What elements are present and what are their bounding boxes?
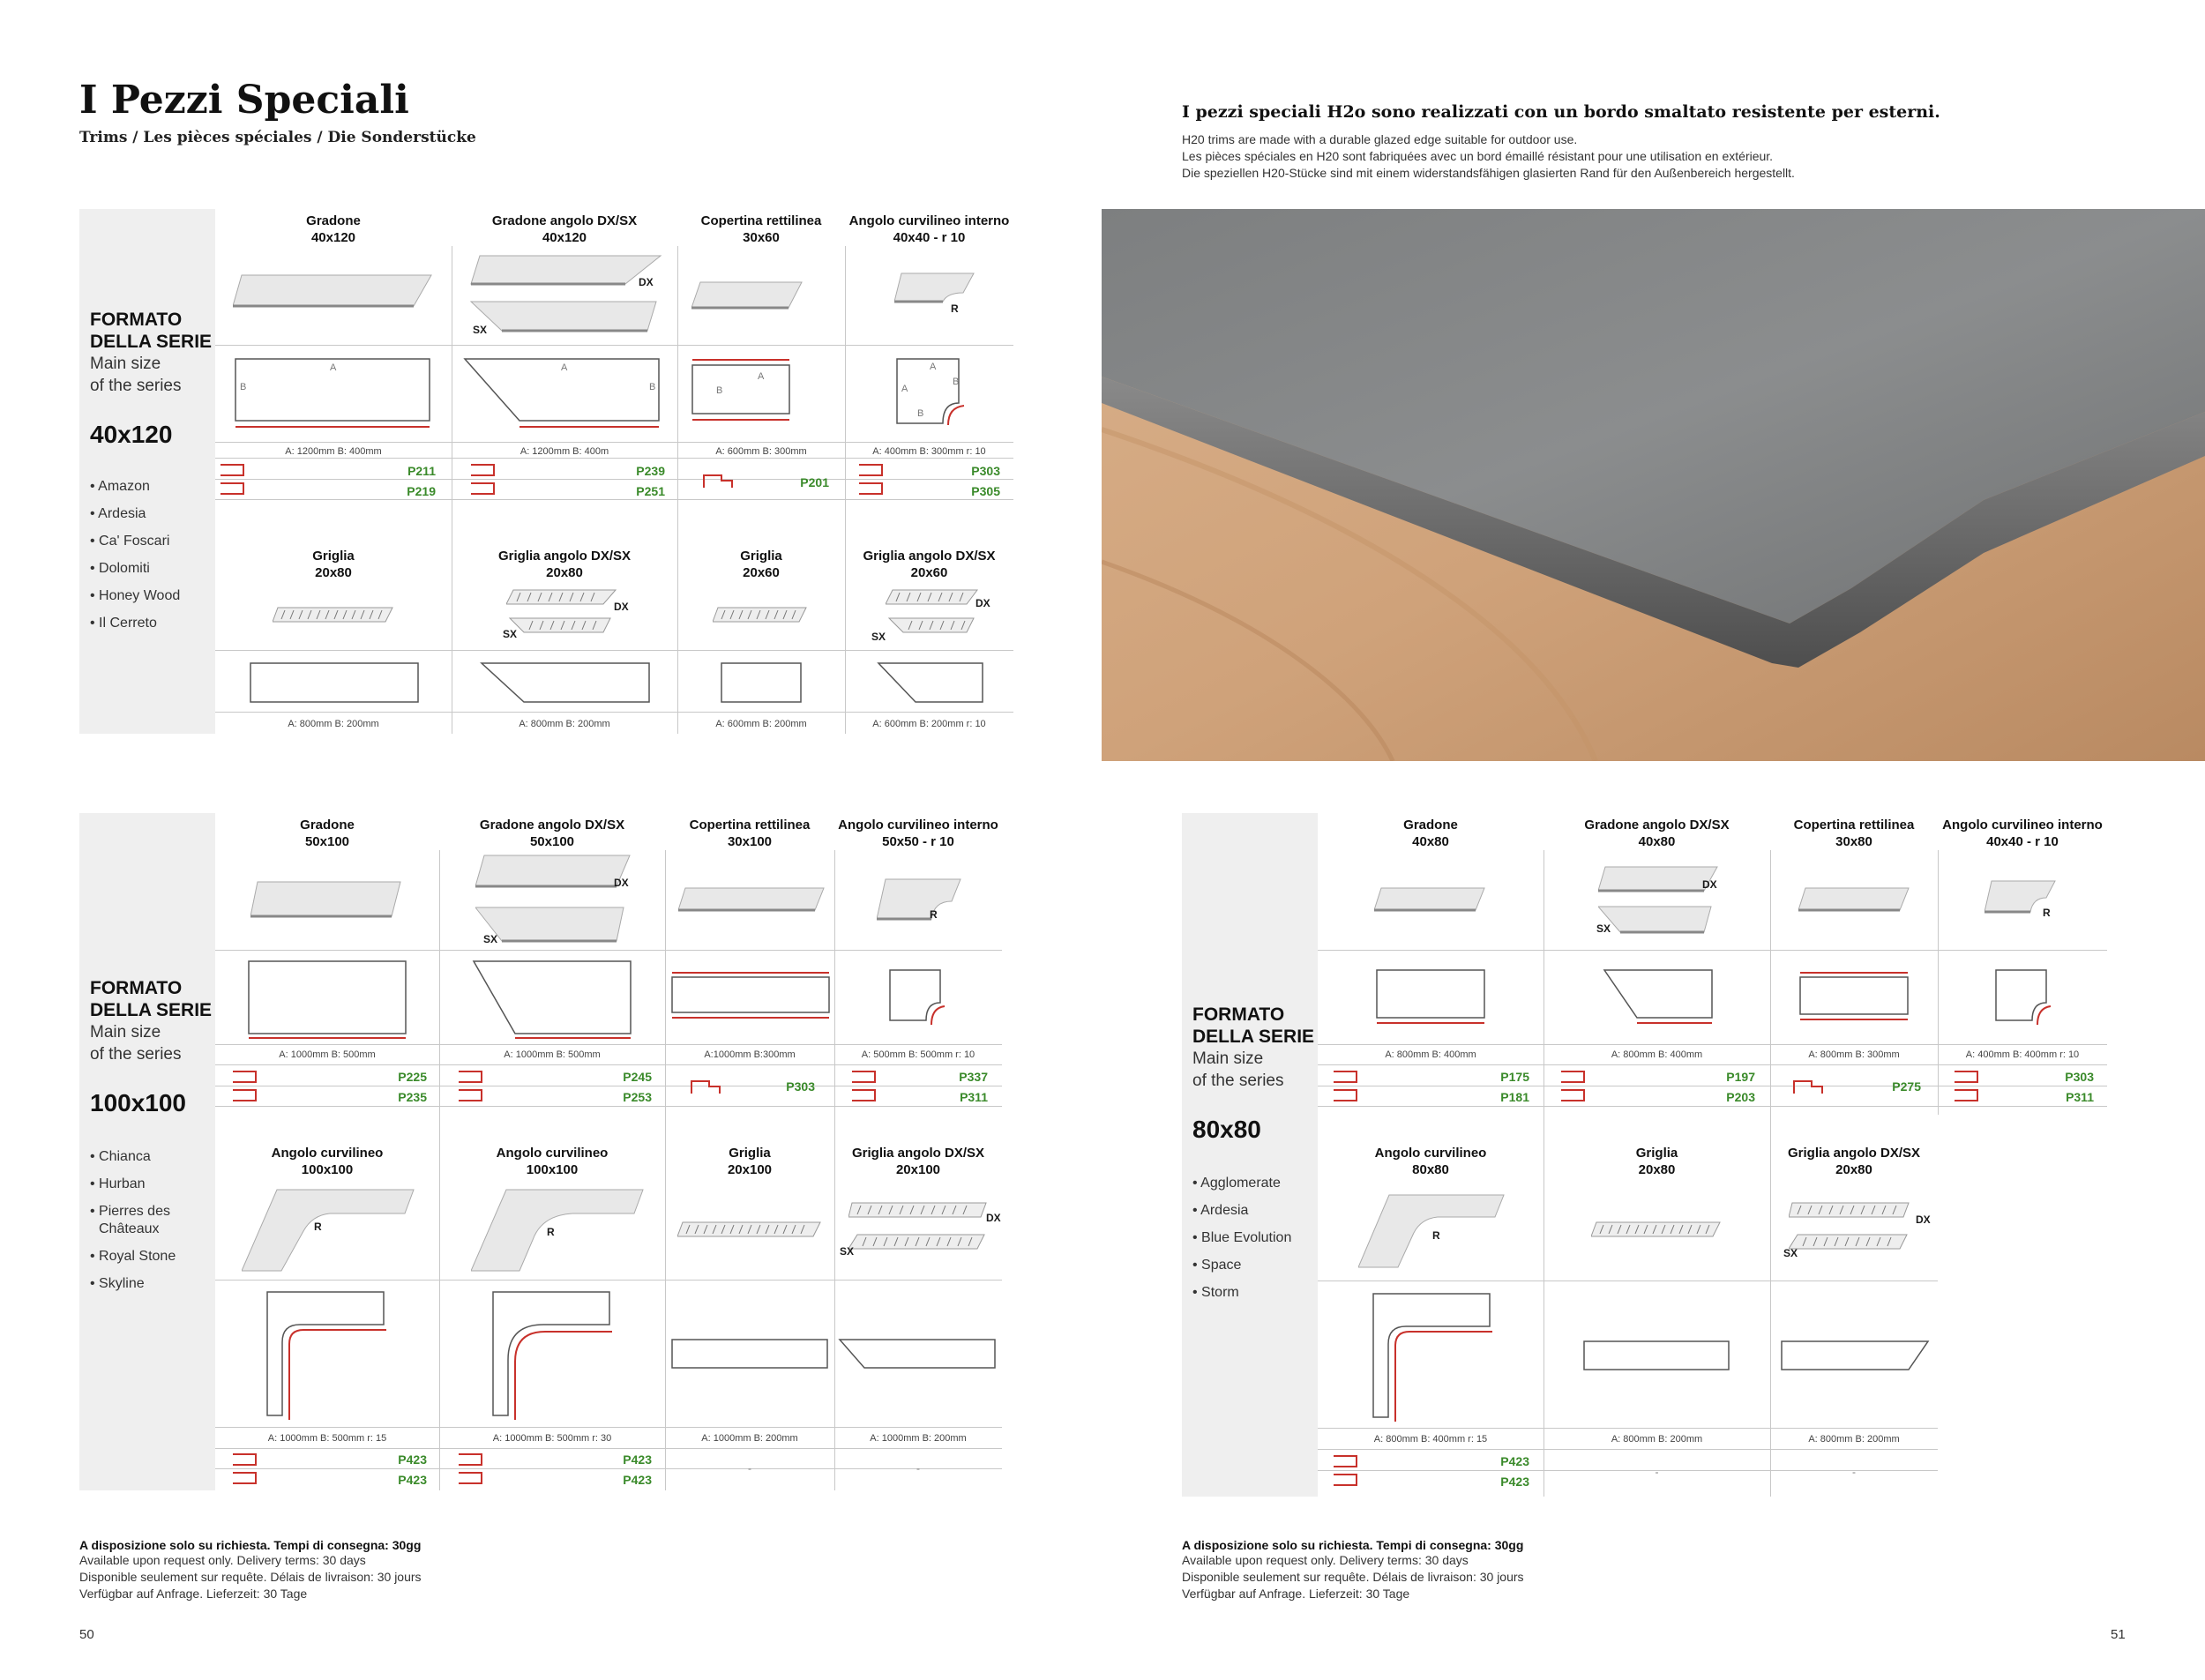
series-item: • Skyline bbox=[90, 1276, 145, 1291]
divider bbox=[845, 246, 846, 734]
dx-label: DX bbox=[614, 877, 629, 889]
edge-profile-icon bbox=[1792, 1076, 1828, 1097]
divider bbox=[215, 458, 1013, 459]
trim-title: Angolo curvilineo 100x100 bbox=[496, 1146, 609, 1177]
dimension-text: A: 1200mm B: 400m bbox=[519, 446, 609, 457]
product-code: P235 bbox=[398, 1090, 427, 1104]
dimension-text: A: 800mm B: 300mm bbox=[1808, 1049, 1900, 1060]
product-code: P253 bbox=[623, 1090, 652, 1104]
footer-bold: A disposizione solo su richiesta. Tempi di consegna: 30gg bbox=[1182, 1538, 1524, 1552]
drawing-angolo-curvilineo bbox=[1371, 1291, 1494, 1423]
divider bbox=[215, 950, 1002, 951]
sx-label: SX bbox=[840, 1245, 855, 1258]
series-list bbox=[90, 478, 180, 642]
label-b: B bbox=[240, 382, 247, 392]
trim-title: Angolo curvilineo interno 50x50 - r 10 bbox=[838, 818, 998, 849]
tile-gradone-image bbox=[1374, 885, 1489, 917]
series-item: • Honey Wood bbox=[90, 588, 181, 603]
divider bbox=[1318, 1064, 2107, 1065]
dimension-text: A: 400mm B: 300mm r: 10 bbox=[872, 446, 986, 457]
dimension-text: A: 800mm B: 200mm bbox=[519, 719, 610, 729]
product-code: P423 bbox=[1500, 1454, 1529, 1468]
drawing-copertina bbox=[669, 970, 833, 1023]
product-code: P251 bbox=[636, 484, 665, 498]
drawing-griglia bbox=[670, 1337, 831, 1372]
trim-title: Gradone 40x120 bbox=[306, 213, 361, 245]
series-item: • Pierres des Châteaux bbox=[90, 1204, 170, 1236]
footer-line: Disponible seulement sur requête. Délais de livraison: 30 jours bbox=[1182, 1570, 1524, 1584]
trim-title: Copertina rettilinea 30x80 bbox=[1793, 818, 1915, 849]
edge-profile-icon bbox=[233, 1069, 263, 1102]
series-size: 100x100 bbox=[90, 1089, 187, 1116]
sx-label: SX bbox=[473, 324, 488, 336]
grill-angolo-image bbox=[848, 1201, 990, 1254]
trim-title: Angolo curvilineo interno 40x40 - r 10 bbox=[1942, 818, 2103, 849]
formato-label: FORMATO bbox=[90, 310, 183, 330]
trim-title: Gradone 40x80 bbox=[1403, 818, 1458, 849]
label-a: A bbox=[758, 371, 765, 382]
drawing-copertina bbox=[1798, 970, 1912, 1032]
label-a: A bbox=[561, 362, 568, 373]
label-a: A bbox=[930, 362, 937, 372]
dimension-text: A: 800mm B: 200mm bbox=[1808, 1434, 1900, 1445]
divider bbox=[215, 1427, 1002, 1428]
footer-line: Available upon request only. Delivery terms: 30 days bbox=[79, 1553, 366, 1567]
divider bbox=[215, 712, 1013, 713]
edge-profile-icon bbox=[702, 470, 737, 491]
product-code: P175 bbox=[1500, 1070, 1529, 1084]
edge-profile-icon bbox=[233, 1452, 263, 1485]
page-number-left: 50 bbox=[79, 1627, 94, 1642]
series-item: • Agglomerate bbox=[1192, 1176, 1281, 1191]
product-code: P239 bbox=[636, 464, 665, 478]
drawing-griglia bbox=[249, 661, 425, 705]
edge-profile-icon bbox=[859, 462, 889, 496]
divider bbox=[215, 442, 1013, 443]
not-available-dash: - bbox=[1852, 1466, 1856, 1478]
drawing-angolo-curvilineo bbox=[265, 1289, 388, 1422]
trim-title: Griglia 20x100 bbox=[727, 1146, 773, 1177]
divider bbox=[215, 479, 1013, 480]
product-code: P225 bbox=[398, 1070, 427, 1084]
r-label: R bbox=[314, 1221, 322, 1233]
dx-label: DX bbox=[1702, 878, 1717, 891]
dimension-text: A: 1000mm B: 500mm r: 30 bbox=[492, 1433, 612, 1444]
drawing-angolo-interno bbox=[887, 967, 949, 1029]
r-label: R bbox=[951, 302, 959, 315]
drawing-griglia-angolo bbox=[1780, 1339, 1932, 1374]
tile-angolo-interno-image bbox=[894, 271, 983, 315]
trim-title: Angolo curvilineo interno 40x40 - r 10 bbox=[848, 213, 1010, 245]
dimension-text: A: 800mm B: 400mm bbox=[1385, 1049, 1476, 1060]
page-number-right: 51 bbox=[2111, 1627, 2126, 1642]
series-item: • Royal Stone bbox=[90, 1249, 176, 1264]
product-photo bbox=[1102, 209, 2205, 761]
trim-title: Gradone angolo DX/SX 40x120 bbox=[491, 213, 638, 245]
edge-profile-icon bbox=[471, 462, 501, 496]
trim-title: Griglia angolo DX/SX 20x80 bbox=[497, 549, 632, 580]
label-b: B bbox=[953, 377, 960, 387]
edge-profile-icon bbox=[852, 1069, 882, 1102]
sx-label: SX bbox=[483, 933, 498, 945]
grill-image bbox=[273, 606, 396, 625]
dimension-text: A: 500mm B: 500mm r: 10 bbox=[861, 1049, 975, 1060]
edge-profile-icon bbox=[690, 1076, 725, 1097]
intro-line-de: Die speziellen H20-Stücke sind mit einem widerstandsfähigen glasierten Rand für den Außenbereich hergestellt. bbox=[1182, 166, 1795, 180]
dimension-text: A: 800mm B: 400mm bbox=[1611, 1049, 1703, 1060]
tile-angolo-interno-image bbox=[877, 877, 965, 925]
series-panel-40x120 bbox=[79, 209, 215, 734]
drawing-angolo-curvilineo bbox=[490, 1289, 614, 1422]
divider bbox=[1318, 1106, 2107, 1107]
trims-table-80x80 bbox=[1318, 813, 2107, 1497]
series-item: • Ardesia bbox=[1192, 1203, 1249, 1218]
tile-gradone-image bbox=[250, 879, 405, 923]
grill-image bbox=[713, 606, 810, 625]
label-b: B bbox=[716, 385, 723, 396]
formato-label: FORMATO bbox=[90, 978, 183, 998]
product-code: P303 bbox=[786, 1079, 815, 1094]
series-item: • Blue Evolution bbox=[1192, 1230, 1292, 1245]
della-serie-label: DELLA SERIE bbox=[1192, 1027, 1315, 1047]
footer-note-left bbox=[79, 1538, 422, 1602]
formato-label: FORMATO bbox=[1192, 1004, 1285, 1025]
trim-title: Angolo curvilineo 80x80 bbox=[1374, 1146, 1487, 1177]
intro-line-en: H20 trims are made with a durable glazed edge suitable for outdoor use. bbox=[1182, 132, 1578, 146]
r-label: R bbox=[1432, 1229, 1440, 1242]
drawing-griglia-angolo bbox=[838, 1337, 998, 1372]
of-series-label: of the series bbox=[90, 1045, 182, 1064]
footer-line: Verfügbar auf Anfrage. Lieferzeit: 30 Tage bbox=[79, 1587, 308, 1601]
series-item: • Ca' Foscari bbox=[90, 534, 170, 549]
product-code: P275 bbox=[1892, 1079, 1921, 1094]
sx-label: SX bbox=[1596, 922, 1611, 935]
series-item: • Dolomiti bbox=[90, 561, 150, 576]
trim-title: Griglia 20x80 bbox=[1635, 1146, 1678, 1177]
tile-copertina-image bbox=[1798, 885, 1913, 917]
dimension-text: A: 800mm B: 200mm bbox=[1611, 1434, 1703, 1445]
trim-title: Gradone angolo DX/SX 40x80 bbox=[1584, 818, 1730, 849]
product-code: P423 bbox=[398, 1452, 427, 1467]
tile-gradone-angolo-image bbox=[1598, 864, 1722, 940]
drawing-gradone-angolo bbox=[1602, 967, 1716, 1029]
series-item: • Hurban bbox=[90, 1176, 146, 1191]
main-size-label: Main size bbox=[90, 1023, 161, 1042]
tile-copertina-image bbox=[678, 885, 828, 917]
della-serie-label: DELLA SERIE bbox=[90, 332, 213, 352]
series-size: 40x120 bbox=[90, 421, 173, 448]
dimension-text: A: 800mm B: 400mm r: 15 bbox=[1373, 1434, 1488, 1445]
series-item: • Chianca bbox=[90, 1149, 151, 1164]
sx-label: SX bbox=[503, 628, 518, 640]
intro-line-fr: Les pièces spéciales en H20 sont fabriquées avec un bord émaillé résistant pour une utilisation en extérieur. bbox=[1182, 149, 1774, 163]
dx-label: DX bbox=[1916, 1213, 1931, 1226]
drawing-gradone bbox=[246, 959, 409, 1042]
grill-image bbox=[1591, 1221, 1723, 1240]
grill-angolo-image bbox=[1789, 1201, 1912, 1254]
page-title: I Pezzi Speciali bbox=[79, 78, 409, 123]
dimension-text: A: 800mm B: 200mm bbox=[288, 719, 379, 729]
product-code: P245 bbox=[623, 1070, 652, 1084]
sx-label: SX bbox=[1783, 1247, 1798, 1259]
edge-profile-icon bbox=[220, 462, 250, 496]
dx-label: DX bbox=[975, 597, 990, 609]
edge-profile-icon bbox=[1334, 1069, 1364, 1102]
divider bbox=[1318, 1044, 2107, 1045]
product-code: P211 bbox=[407, 464, 436, 478]
r-label: R bbox=[547, 1226, 555, 1238]
divider bbox=[1318, 950, 2107, 951]
grill-angolo-image bbox=[886, 588, 983, 636]
product-code: P203 bbox=[1726, 1090, 1755, 1104]
divider bbox=[215, 499, 1013, 500]
trim-title: Copertina rettilinea 30x100 bbox=[689, 818, 811, 849]
edge-profile-icon bbox=[1561, 1069, 1591, 1102]
divider bbox=[677, 246, 678, 734]
trim-title: Griglia 20x80 bbox=[312, 549, 355, 580]
trim-title: Griglia angolo DX/SX 20x80 bbox=[1787, 1146, 1921, 1177]
series-list bbox=[90, 1148, 187, 1303]
dimension-text: A: 1200mm B: 400mm bbox=[285, 446, 382, 457]
intro-heading: I pezzi speciali H2o sono realizzati con un bordo smaltato resistente per esterni. bbox=[1182, 102, 1940, 122]
drawing-griglia-angolo bbox=[480, 661, 656, 705]
product-code: P219 bbox=[407, 484, 436, 498]
not-available-dash: - bbox=[916, 1462, 920, 1475]
edge-profile-icon bbox=[459, 1452, 489, 1485]
grill-angolo-image bbox=[506, 588, 621, 636]
drawing-copertina bbox=[690, 355, 804, 438]
tile-angolo-curvilineo-image bbox=[242, 1187, 418, 1275]
drawing-griglia bbox=[1582, 1339, 1732, 1374]
drawing-angolo-interno bbox=[1993, 967, 2055, 1029]
r-label: R bbox=[2043, 907, 2051, 919]
not-available-dash: - bbox=[748, 1462, 751, 1475]
tile-angolo-curvilineo-image bbox=[471, 1187, 647, 1275]
dimension-text: A: 400mm B: 400mm r: 10 bbox=[1965, 1049, 2080, 1060]
footer-bold: A disposizione solo su richiesta. Tempi di consegna: 30gg bbox=[79, 1538, 422, 1552]
della-serie-label: DELLA SERIE bbox=[90, 1000, 213, 1020]
product-code: P181 bbox=[1500, 1090, 1529, 1104]
product-code: P423 bbox=[398, 1473, 427, 1487]
tile-gradone-angolo-image bbox=[467, 253, 669, 341]
dimension-text: A: 1000mm B: 500mm bbox=[504, 1049, 601, 1060]
drawing-griglia bbox=[720, 661, 808, 705]
edge-profile-icon bbox=[459, 1069, 489, 1102]
product-code: P305 bbox=[971, 484, 1000, 498]
edge-profile-icon bbox=[1334, 1453, 1364, 1487]
product-code: P311 bbox=[960, 1090, 988, 1104]
label-b: B bbox=[917, 408, 924, 419]
label-a: A bbox=[901, 384, 908, 394]
series-size: 80x80 bbox=[1192, 1116, 1261, 1143]
footer-note-right bbox=[1182, 1538, 1524, 1602]
product-code: P311 bbox=[2066, 1090, 2094, 1104]
divider bbox=[1938, 850, 1939, 1115]
series-panel-100x100 bbox=[79, 813, 215, 1490]
trims-table-40x120 bbox=[215, 209, 1013, 734]
trims-table-100x100 bbox=[215, 813, 1002, 1490]
main-size-label: Main size bbox=[90, 355, 161, 373]
dx-label: DX bbox=[986, 1212, 1001, 1224]
page-subtitle: Trims / Les pièces spéciales / Die Sonderstücke bbox=[79, 129, 476, 146]
sx-label: SX bbox=[871, 631, 886, 643]
not-available-dash: - bbox=[1655, 1466, 1659, 1478]
series-item: • Ardesia bbox=[90, 506, 146, 521]
label-b: B bbox=[649, 382, 656, 392]
series-item: • Space bbox=[1192, 1258, 1242, 1273]
r-label: R bbox=[930, 908, 938, 921]
trim-title: Griglia angolo DX/SX 20x60 bbox=[863, 549, 996, 580]
dimension-text: A: 600mm B: 200mm r: 10 bbox=[872, 719, 986, 729]
tile-copertina-image bbox=[691, 280, 806, 315]
trim-title: Gradone 50x100 bbox=[300, 818, 355, 849]
divider bbox=[1318, 1449, 1938, 1450]
series-panel-80x80 bbox=[1182, 813, 1318, 1497]
dimension-text: A: 1000mm B: 200mm bbox=[870, 1433, 967, 1444]
footer-line: Available upon request only. Delivery terms: 30 days bbox=[1182, 1553, 1469, 1567]
dimension-text: A: 1000mm B: 500mm r: 15 bbox=[267, 1433, 387, 1444]
product-code: P423 bbox=[623, 1452, 652, 1467]
product-code: P337 bbox=[959, 1070, 988, 1084]
product-code: P423 bbox=[1500, 1475, 1529, 1489]
divider bbox=[215, 1280, 1002, 1281]
dimension-text: A: 600mm B: 200mm bbox=[715, 719, 807, 729]
divider bbox=[215, 1044, 1002, 1045]
edge-profile-icon bbox=[1955, 1069, 1984, 1102]
series-item: • Il Cerreto bbox=[90, 616, 157, 631]
footer-line: Disponible seulement sur requête. Délais de livraison: 30 jours bbox=[79, 1570, 422, 1584]
divider bbox=[215, 1106, 1002, 1107]
drawing-gradone bbox=[1374, 967, 1489, 1029]
product-code: P303 bbox=[2065, 1070, 2094, 1084]
dimension-text: A: 1000mm B: 200mm bbox=[701, 1433, 798, 1444]
divider bbox=[1318, 1428, 1938, 1429]
main-size-label: Main size bbox=[1192, 1049, 1264, 1068]
dimension-text: A: 600mm B: 300mm bbox=[715, 446, 807, 457]
trim-title: Griglia angolo DX/SX 20x100 bbox=[851, 1146, 985, 1177]
trim-title: Copertina rettilinea 30x60 bbox=[700, 213, 822, 245]
tile-gradone-angolo-image bbox=[475, 853, 634, 950]
series-item: • Amazon bbox=[90, 479, 150, 494]
dx-label: DX bbox=[639, 276, 654, 288]
divider bbox=[215, 1448, 1002, 1449]
product-code: P303 bbox=[971, 464, 1000, 478]
label-a: A bbox=[330, 362, 337, 373]
trim-title: Angolo curvilineo 100x100 bbox=[271, 1146, 384, 1177]
drawing-gradone-angolo bbox=[471, 959, 634, 1042]
series-item: • Storm bbox=[1192, 1285, 1239, 1300]
grill-image bbox=[677, 1221, 824, 1240]
of-series-label: of the series bbox=[1192, 1071, 1284, 1090]
divider bbox=[215, 345, 1013, 346]
dx-label: DX bbox=[614, 601, 629, 613]
dimension-text: A: 1000mm B: 500mm bbox=[279, 1049, 376, 1060]
product-code: P201 bbox=[800, 475, 829, 489]
trim-title: Gradone angolo DX/SX 50x100 bbox=[479, 818, 625, 849]
product-code: P423 bbox=[623, 1473, 652, 1487]
footer-line: Verfügbar auf Anfrage. Lieferzeit: 30 Tage bbox=[1182, 1587, 1410, 1601]
drawing-griglia-angolo bbox=[877, 661, 991, 705]
dimension-text: A:1000mm B:300mm bbox=[704, 1049, 796, 1060]
trim-title: Griglia 20x60 bbox=[740, 549, 782, 580]
of-series-label: of the series bbox=[90, 377, 182, 395]
divider bbox=[215, 1064, 1002, 1065]
tile-gradone-image bbox=[233, 271, 436, 315]
divider bbox=[215, 650, 1013, 651]
product-code: P197 bbox=[1726, 1070, 1755, 1084]
series-list bbox=[1192, 1175, 1291, 1311]
